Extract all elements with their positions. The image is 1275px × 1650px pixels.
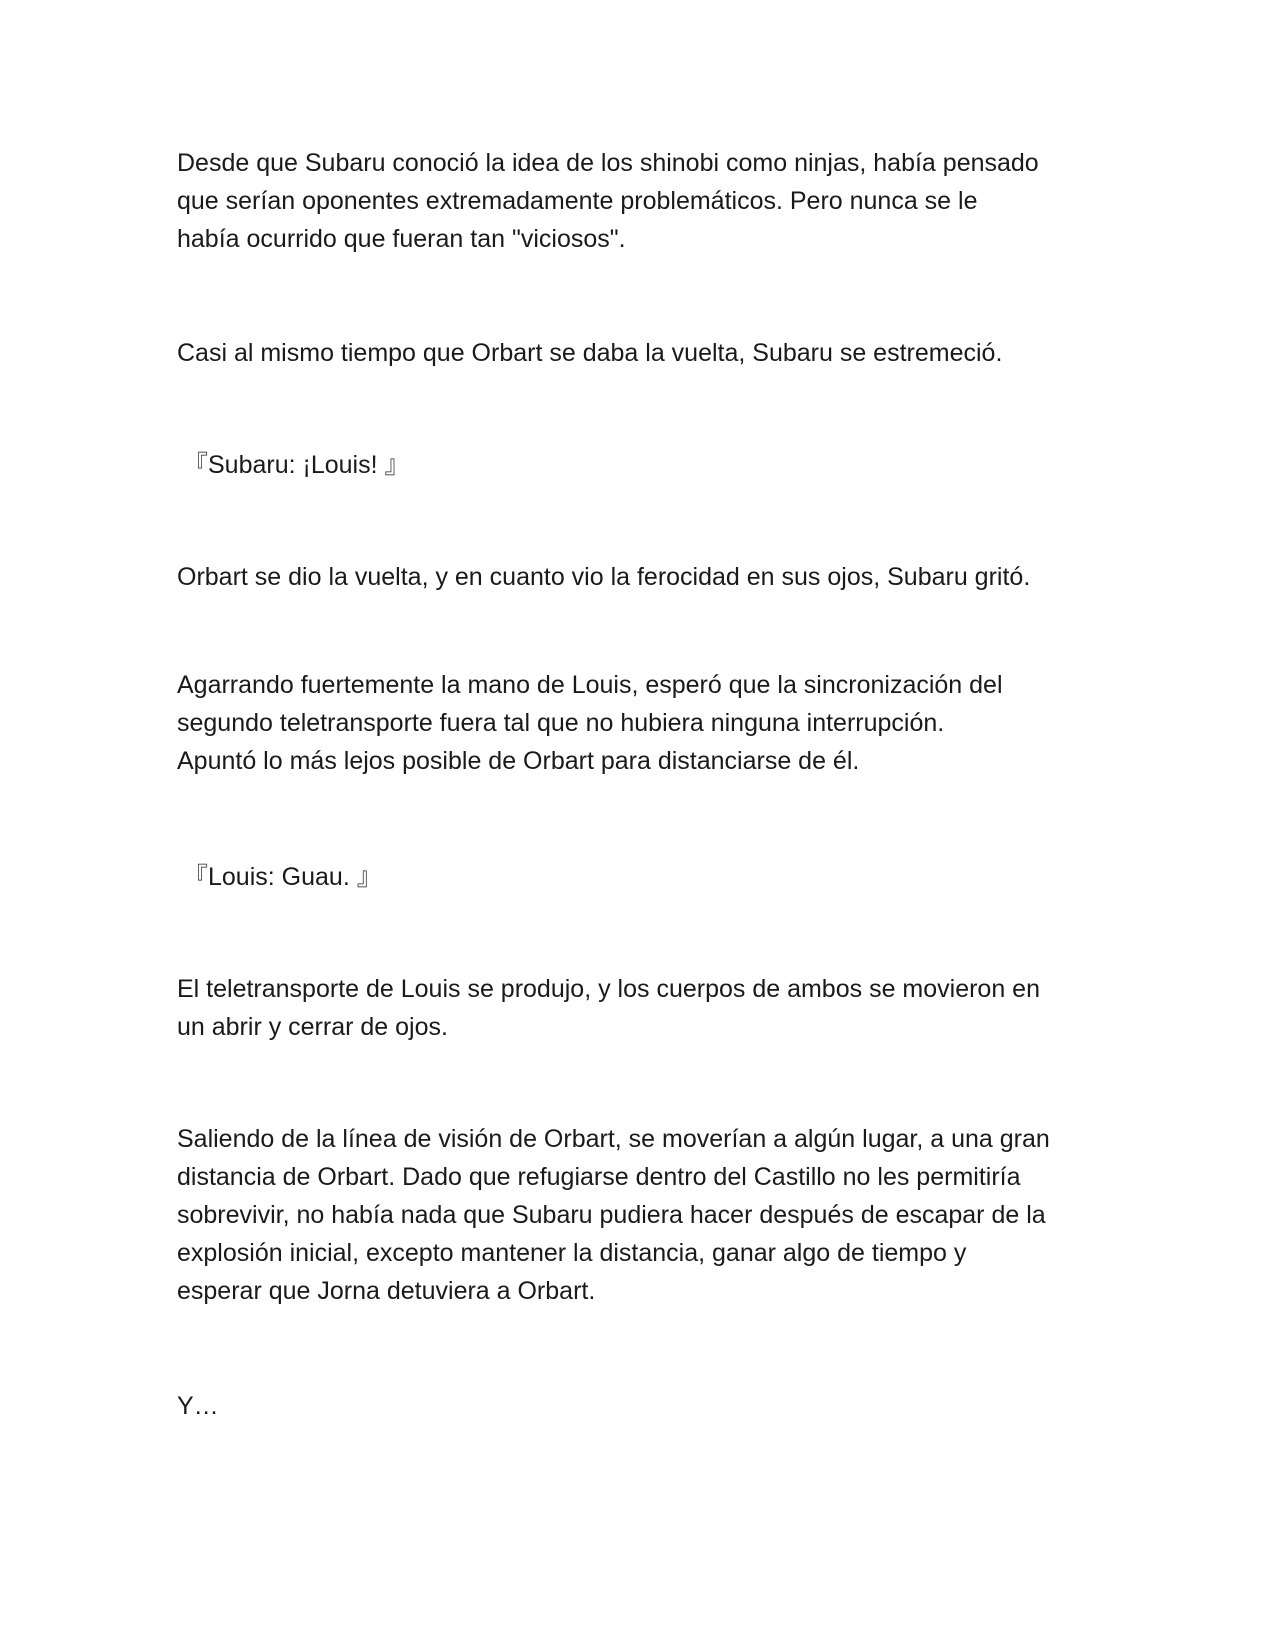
text-line: esperar que Jorna detuviera a Orbart. [177, 1277, 596, 1305]
paragraph-5 [177, 666, 1117, 780]
text-line: El teletransporte de Louis se produjo, y los cuerpos de ambos se movieron en [177, 975, 1040, 1003]
text-line: distancia de Orbart. Dado que refugiarse dentro del Castillo no les permitiría [177, 1163, 1021, 1191]
paragraph-7 [177, 970, 1117, 1046]
paragraph-9 [177, 1387, 1117, 1425]
text-line: Agarrando fuertemente la mano de Louis, esperó que la sincronización del [177, 671, 1003, 699]
dialogue-subaru [183, 446, 1123, 484]
text-line: Desde que Subaru conoció la idea de los shinobi como ninjas, había pensado [177, 149, 1039, 177]
text-line: Casi al mismo tiempo que Orbart se daba la vuelta, Subaru se estremeció. [177, 339, 1003, 367]
dialogue-louis [183, 858, 1123, 896]
text-line: segundo teletransporte fuera tal que no hubiera ninguna interrupción. [177, 709, 945, 737]
text-line: había ocurrido que fueran tan "viciosos". [177, 225, 626, 253]
paragraph-8 [177, 1120, 1117, 1310]
text-line: un abrir y cerrar de ojos. [177, 1013, 448, 1041]
dialogue-line: 『Subaru: ¡Louis! 』 [183, 451, 410, 479]
text-line: Saliendo de la línea de visión de Orbart, se moverían a algún lugar, a una gran [177, 1125, 1050, 1153]
text-line: que serían oponentes extremadamente problemáticos. Pero nunca se le [177, 187, 978, 215]
paragraph-2 [177, 334, 1117, 372]
text-line: explosión inicial, excepto mantener la distancia, ganar algo de tiempo y [177, 1239, 967, 1267]
text-line: Y… [177, 1392, 219, 1420]
paragraph-1 [177, 144, 1117, 258]
dialogue-line: 『Louis: Guau. 』 [183, 863, 382, 891]
text-line: Orbart se dio la vuelta, y en cuanto vio la ferocidad en sus ojos, Subaru gritó. [177, 563, 1031, 591]
paragraph-4 [177, 558, 1117, 596]
text-line: Apuntó lo más lejos posible de Orbart para distanciarse de él. [177, 747, 860, 775]
text-line: sobrevivir, no había nada que Subaru pudiera hacer después de escapar de la [177, 1201, 1046, 1229]
